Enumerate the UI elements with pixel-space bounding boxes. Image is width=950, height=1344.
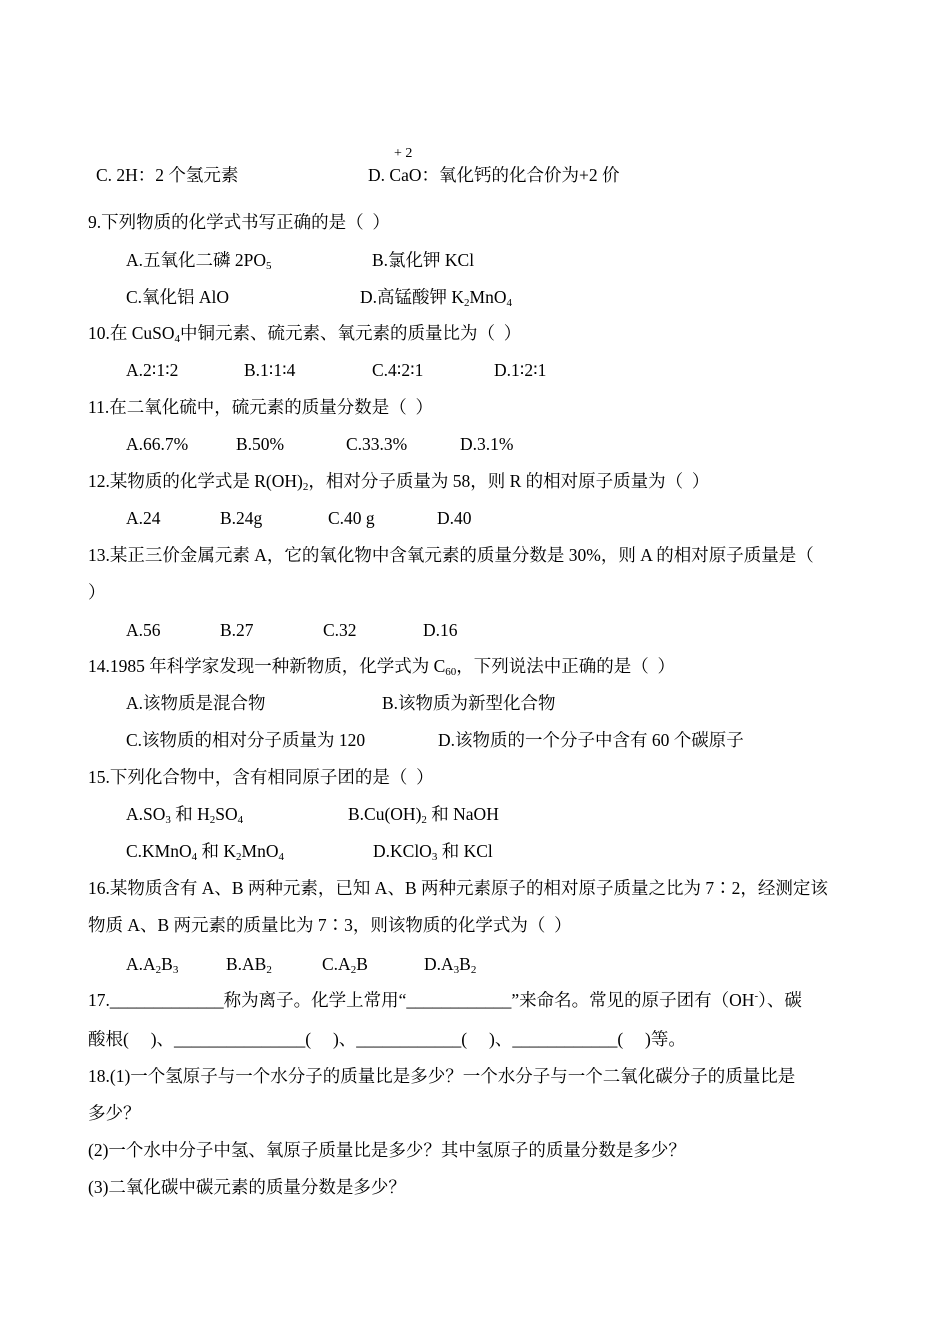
q14-option-b: B.该物质为新型化合物 <box>382 693 556 713</box>
q11-stem: 11.在二氧化硫中，硫元素的质量分数是（ ） <box>88 397 433 417</box>
q8-d-text: ：氧化钙的化合价为+2 价 <box>421 165 620 185</box>
q16-stem-line2: 物质 A、B 两元素的质量比为 7∶3，则该物质的化学式为（ ） <box>88 915 572 935</box>
q16-option-b: $B.AB_2$ <box>226 954 272 976</box>
q12-option-d: D.40 <box>437 508 472 528</box>
q15-option-c: C.KMnO$_4$ 和 $K_2MnO_4$ <box>126 841 284 863</box>
q10-option-c: C.4∶2∶1 <box>372 360 424 380</box>
q9-option-c: C.氧化铝 AlO <box>126 287 230 307</box>
q18-part2: (2)一个水中分子中氢、氧原子质量比是多少？其中氢原子的质量分数是多少？ <box>88 1140 686 1160</box>
q18-part3: (3)二氧化碳中碳元素的质量分数是多少？ <box>88 1177 406 1197</box>
q14-stem: 14.1985 年科学家发现一种新物质，化学式为 $C_{60}$，下列说法中正确的是（ ） <box>88 656 676 678</box>
q11-option-d: D.3.1% <box>460 434 514 454</box>
q18-part1-line1: 18.(1)一个氢原子与一个水分子的质量比是多少？一个水分子与一个二氧化碳分子的质量比是 <box>88 1066 796 1086</box>
q14-row2 <box>126 728 886 752</box>
q16-option-a: $A.A_2B_3$ <box>126 954 179 976</box>
q14-option-a: A.该物质是混合物 <box>126 693 266 713</box>
q8-option-c: C. 2H：2 个氢元素 <box>96 165 239 185</box>
q12-option-c: C.40 g <box>328 508 375 528</box>
q8-d-formula: CaO <box>389 165 422 185</box>
q13-option-d: D.16 <box>423 620 458 640</box>
q14-option-d: D.该物质的一个分子中含有 60 个碳原子 <box>438 730 744 750</box>
q13-stem-line2: ） <box>88 582 106 602</box>
q15-option-a: $A.SO_3$ 和 $H_2SO_4$ <box>126 804 244 826</box>
q15-row2 <box>126 839 886 863</box>
q16-option-d: $D.A_3B_2$ <box>424 954 477 976</box>
q9-option-b: B.氯化钾 KCl <box>372 250 475 270</box>
q17-line1: 17._____________称为离子。化学上常用“____________”来命名。常见的原子团有（OH-）、碳 <box>88 990 802 1010</box>
q9-option-d: D.高锰酸钾 $K_2MnO_4$ <box>360 287 512 309</box>
q10-options <box>126 358 886 382</box>
q9-row2 <box>126 285 886 309</box>
q17-line2: 酸根( )、_______________( )、____________( )、____________( )等。 <box>88 1029 686 1049</box>
q13-stem-line1: 13.某正三价金属元素 A，它的氧化物中含氧元素的质量分数是 30%，则 A 的相对原子质量是（ <box>88 545 814 565</box>
q8-d-prefix: D. <box>368 165 390 185</box>
q12-option-a: A.24 <box>126 508 161 528</box>
q13-options <box>126 618 886 642</box>
q10-option-a: A.2∶1∶2 <box>126 360 179 380</box>
q16-options <box>126 952 886 976</box>
q16-stem-line1: 16.某物质含有 A、B 两种元素，已知 A、B 两种元素原子的相对原子质量之比为 7∶2，经测定该 <box>88 878 828 898</box>
q11-option-c: C.33.3% <box>346 434 408 454</box>
q9-option-a: A.五氧化二磷 $2PO_5$ <box>126 250 272 272</box>
q13-option-a: A.56 <box>126 620 161 640</box>
q12-stem: 12.某物质的化学式是 $R(OH)_2$，相对分子质量为 58，则 R 的相对原子质量为（ ） <box>88 471 710 493</box>
q10-option-d: D.1∶2∶1 <box>494 360 547 380</box>
q9-row1 <box>126 248 886 272</box>
q15-option-d: D.KClO$_3$ 和 KCl <box>373 841 493 863</box>
q12-options <box>126 506 886 530</box>
q13-option-b: B.27 <box>220 620 254 640</box>
valence-marker: + 2 <box>394 146 413 161</box>
q15-option-b: $B.Cu(OH)_2$ 和 NaOH <box>348 804 499 826</box>
q9-stem: 9.下列物质的化学式书写正确的是（ ） <box>88 212 390 232</box>
q10-option-b: B.1∶1∶4 <box>244 360 296 380</box>
q14-row1 <box>126 691 886 715</box>
q10-stem: 10.在 CuSO$_4$中铜元素、硫元素、氧元素的质量比为（ ） <box>88 323 522 345</box>
q15-row1 <box>126 802 886 826</box>
q11-options <box>126 432 886 456</box>
q13-option-c: C.32 <box>323 620 357 640</box>
q8-option-d <box>368 163 619 187</box>
q12-option-b: B.24g <box>220 508 263 528</box>
q16-option-c: $C.A_2B$ <box>322 954 368 976</box>
q15-stem: 15.下列化合物中，含有相同原子团的是（ ） <box>88 767 434 787</box>
q14-option-c: C.该物质的相对分子质量为 120 <box>126 730 366 750</box>
q11-option-a: A.66.7% <box>126 434 189 454</box>
q11-option-b: B.50% <box>236 434 285 454</box>
q18-part1-line2: 多少？ <box>88 1103 141 1123</box>
